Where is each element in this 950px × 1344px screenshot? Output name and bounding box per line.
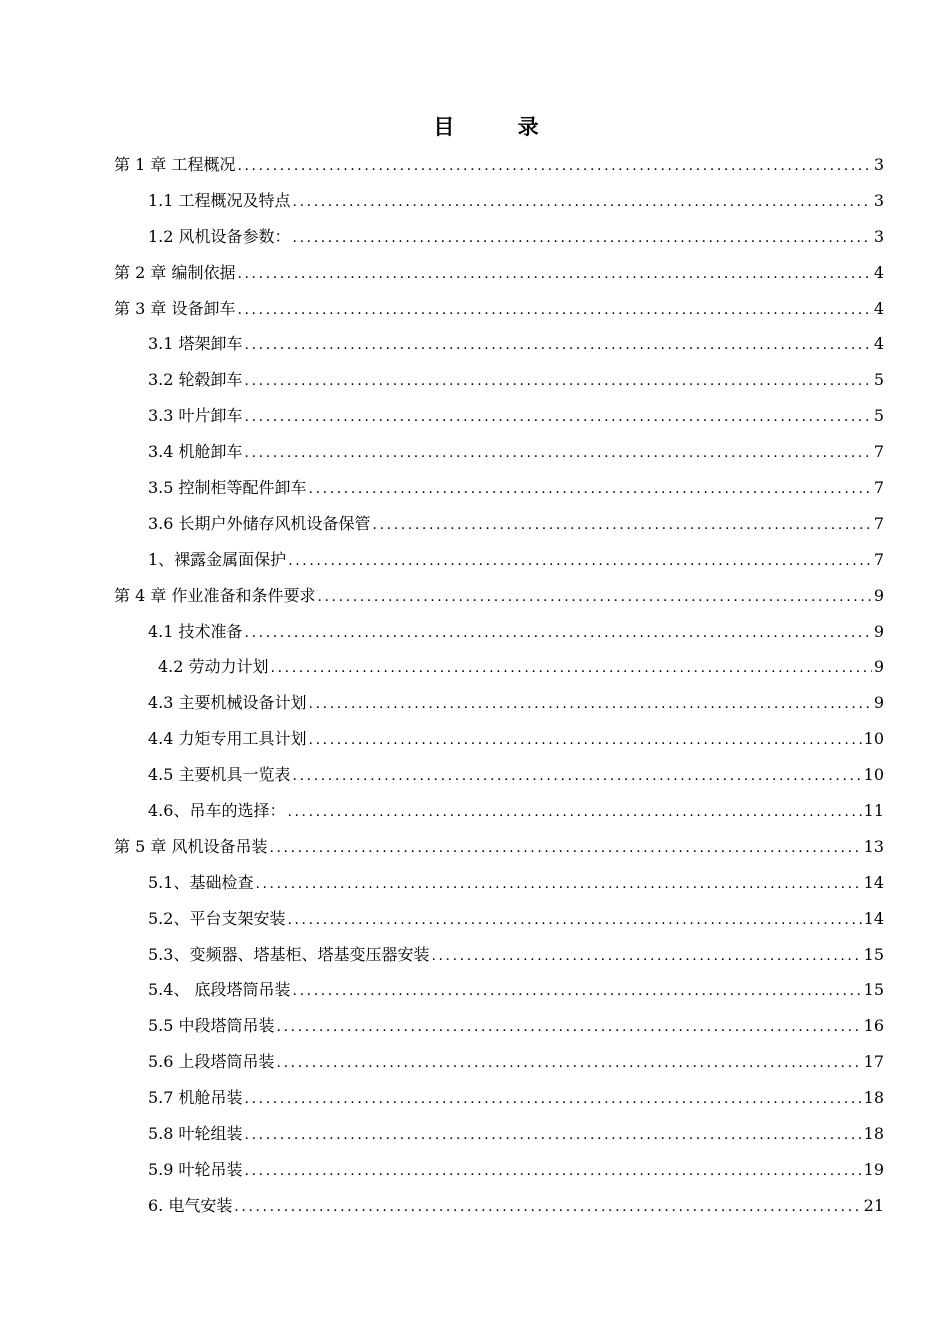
toc-entry-page-number: 14 bbox=[863, 908, 884, 928]
toc-entry-label: 4.4 力矩专用工具计划 bbox=[148, 729, 307, 749]
toc-entry[interactable] bbox=[114, 434, 884, 470]
toc-dot-leader bbox=[271, 651, 872, 687]
toc-entry-label: 5.8 叶轮组装 bbox=[148, 1124, 243, 1144]
toc-entry-page-number: 4 bbox=[873, 262, 884, 282]
toc-entry-page-number: 5 bbox=[873, 370, 884, 390]
toc-entry-page-number: 15 bbox=[863, 944, 884, 964]
toc-entry[interactable] bbox=[114, 506, 884, 542]
toc-entry[interactable] bbox=[114, 901, 884, 937]
toc-dot-leader bbox=[293, 185, 872, 221]
toc-dot-leader bbox=[288, 544, 872, 580]
toc-entry-page-number: 17 bbox=[863, 1052, 884, 1072]
toc-dot-leader bbox=[309, 472, 872, 508]
toc-entry-label: 4.2 劳动力计划 bbox=[158, 657, 269, 677]
toc-entry-page-number: 5 bbox=[873, 406, 884, 426]
toc-dot-leader bbox=[373, 508, 872, 544]
toc-dot-leader bbox=[309, 687, 872, 723]
toc-entry[interactable] bbox=[114, 685, 884, 721]
toc-entry[interactable] bbox=[114, 326, 884, 362]
toc-entry[interactable] bbox=[114, 291, 884, 327]
toc-entry[interactable] bbox=[114, 255, 884, 291]
toc-entry-label: 4.1 技术准备 bbox=[148, 621, 243, 641]
toc-entry-label: 6. 电气安装 bbox=[148, 1195, 233, 1215]
toc-entry-page-number: 15 bbox=[863, 980, 884, 1000]
toc-entry-label: 3.3 叶片卸车 bbox=[148, 406, 243, 426]
toc-dot-leader bbox=[245, 364, 872, 400]
toc-dot-leader bbox=[309, 723, 862, 759]
toc-entry-page-number: 7 bbox=[873, 442, 884, 462]
toc-entry[interactable] bbox=[114, 829, 884, 865]
toc-entry[interactable] bbox=[114, 1188, 884, 1224]
toc-dot-leader bbox=[277, 1046, 862, 1082]
toc-entry[interactable] bbox=[114, 147, 884, 183]
toc-entry-label: 5.2、平台支架安装 bbox=[148, 908, 286, 928]
toc-entry[interactable] bbox=[114, 398, 884, 434]
toc-entry-label: 5.1、基础检查 bbox=[148, 872, 254, 892]
toc-entry-page-number: 3 bbox=[873, 155, 884, 174]
toc-entry[interactable] bbox=[114, 219, 884, 255]
toc-dot-leader bbox=[431, 939, 861, 975]
toc-entry-page-number: 11 bbox=[863, 801, 884, 821]
toc-entry-label: 第 2 章 编制依据 bbox=[114, 262, 236, 282]
toc-entry[interactable] bbox=[114, 362, 884, 398]
toc-dot-leader bbox=[245, 400, 872, 436]
toc-dot-leader bbox=[245, 328, 872, 364]
toc-entry[interactable] bbox=[114, 1116, 884, 1152]
toc-entry-page-number: 10 bbox=[863, 765, 884, 785]
toc-entry-page-number: 4 bbox=[873, 334, 884, 354]
toc-entry-label: 3.2 轮毂卸车 bbox=[148, 370, 243, 390]
toc-entry-page-number: 9 bbox=[873, 585, 884, 605]
toc-entry-label: 5.7 机舱吊装 bbox=[148, 1088, 243, 1108]
toc-entry-page-number: 21 bbox=[863, 1195, 884, 1215]
toc-entry-page-number: 9 bbox=[873, 621, 884, 641]
toc-title: 目 录 bbox=[433, 114, 567, 139]
toc-entry[interactable] bbox=[114, 793, 884, 829]
toc-entry-label: 第 4 章 作业准备和条件要求 bbox=[114, 585, 316, 605]
toc-entry-label: 5.9 叶轮吊装 bbox=[148, 1159, 243, 1179]
toc-entry-label: 第 1 章 工程概况 bbox=[114, 155, 236, 174]
toc-entry-label: 第 3 章 设备卸车 bbox=[114, 298, 236, 318]
toc-entry[interactable] bbox=[114, 542, 884, 578]
toc-entry-page-number: 3 bbox=[873, 226, 884, 246]
toc-entry-page-number: 16 bbox=[863, 1016, 884, 1036]
toc-entry[interactable] bbox=[114, 470, 884, 506]
toc-entry-label: 4.6、吊车的选择： bbox=[148, 801, 286, 821]
toc-entry-page-number: 4 bbox=[873, 298, 884, 318]
toc-dot-leader bbox=[245, 1118, 862, 1154]
toc-entry-page-number: 19 bbox=[863, 1159, 884, 1179]
toc-dot-leader bbox=[277, 1010, 862, 1046]
toc-dot-leader bbox=[287, 903, 861, 939]
toc-dot-leader bbox=[293, 759, 862, 795]
toc-list bbox=[114, 147, 884, 1224]
toc-dot-leader bbox=[269, 831, 861, 867]
toc-entry-page-number: 9 bbox=[873, 657, 884, 677]
toc-entry-label: 1.1 工程概况及特点 bbox=[148, 190, 291, 210]
toc-entry[interactable] bbox=[114, 865, 884, 901]
toc-entry[interactable] bbox=[114, 721, 884, 757]
toc-entry-page-number: 10 bbox=[863, 729, 884, 749]
toc-entry-label: 5.4、 底段塔筒吊装 bbox=[148, 980, 291, 1000]
toc-entry-label: 3.5 控制柜等配件卸车 bbox=[148, 478, 307, 498]
toc-dot-leader bbox=[287, 795, 861, 831]
toc-entry-label: 3.4 机舱卸车 bbox=[148, 442, 243, 462]
toc-entry-page-number: 7 bbox=[873, 549, 884, 569]
toc-entry-page-number: 13 bbox=[863, 836, 884, 856]
toc-dot-leader bbox=[237, 149, 871, 185]
toc-entry[interactable] bbox=[114, 972, 884, 1008]
toc-entry-label: 4.3 主要机械设备计划 bbox=[148, 693, 307, 713]
toc-entry-page-number: 7 bbox=[873, 478, 884, 498]
toc-entry-label: 1、裸露金属面保护 bbox=[148, 549, 287, 569]
toc-entry[interactable] bbox=[114, 614, 884, 650]
toc-dot-leader bbox=[255, 867, 861, 903]
toc-entry-label: 3.1 塔架卸车 bbox=[148, 334, 243, 354]
toc-entry-page-number: 18 bbox=[863, 1124, 884, 1144]
toc-entry-page-number: 3 bbox=[873, 190, 884, 210]
toc-entry[interactable] bbox=[114, 757, 884, 793]
toc-entry-label: 5.5 中段塔筒吊装 bbox=[148, 1016, 275, 1036]
toc-dot-leader bbox=[317, 580, 871, 616]
toc-entry[interactable] bbox=[114, 578, 884, 614]
toc-entry-page-number: 14 bbox=[863, 872, 884, 892]
toc-entry-label: 1.2 风机设备参数： bbox=[148, 226, 291, 246]
toc-entry-page-number: 7 bbox=[873, 513, 884, 533]
toc-entry[interactable] bbox=[114, 1080, 884, 1116]
toc-entry-label: 第 5 章 风机设备吊装 bbox=[114, 836, 268, 856]
toc-entry[interactable] bbox=[114, 1044, 884, 1080]
toc-entry[interactable] bbox=[114, 183, 884, 219]
toc-dot-leader bbox=[234, 1190, 861, 1226]
toc-entry[interactable] bbox=[114, 1008, 884, 1044]
toc-dot-leader bbox=[245, 436, 872, 472]
toc-dot-leader bbox=[245, 1082, 862, 1118]
toc-entry-label: 4.5 主要机具一览表 bbox=[148, 765, 291, 785]
toc-dot-leader bbox=[237, 257, 871, 293]
toc-dot-leader bbox=[245, 616, 872, 652]
toc-entry-label: 5.3、变频器、塔基柜、塔基变压器安装 bbox=[148, 944, 430, 964]
toc-entry-label: 3.6 长期户外储存风机设备保管 bbox=[148, 513, 371, 533]
toc-entry[interactable] bbox=[114, 937, 884, 973]
toc-dot-leader bbox=[237, 293, 871, 329]
toc-dot-leader bbox=[293, 974, 862, 1010]
toc-entry[interactable] bbox=[114, 1152, 884, 1188]
toc-entry[interactable] bbox=[114, 649, 884, 685]
toc-dot-leader bbox=[293, 221, 872, 257]
toc-entry-page-number: 18 bbox=[863, 1088, 884, 1108]
toc-dot-leader bbox=[245, 1154, 862, 1190]
toc-entry-page-number: 9 bbox=[873, 693, 884, 713]
toc-entry-label: 5.6 上段塔筒吊装 bbox=[148, 1052, 275, 1072]
